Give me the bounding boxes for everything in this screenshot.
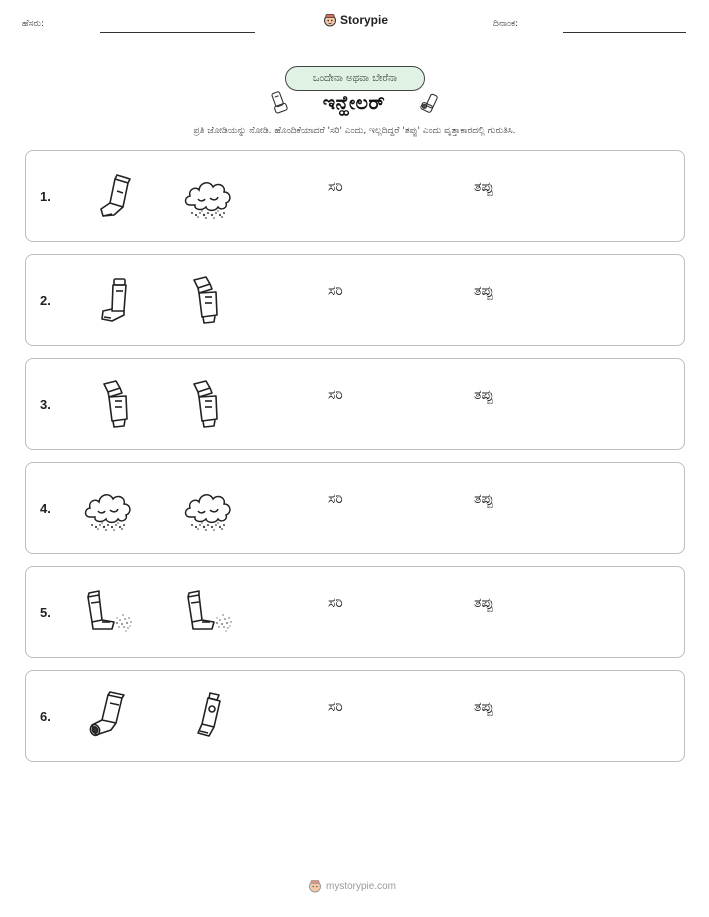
inhaler-round-mouth-icon — [84, 689, 140, 745]
storypie-mascot-icon — [308, 879, 322, 893]
option-wrong[interactable]: ತಪ್ಪು — [474, 595, 494, 611]
smoke-cloud-icon — [180, 169, 236, 225]
date-line — [563, 32, 686, 33]
question-row-2 — [25, 254, 685, 346]
option-correct[interactable]: ಸರಿ — [328, 491, 343, 507]
worksheet-title: ಇನ್ಹೇಲರ್ — [322, 92, 386, 114]
option-wrong[interactable]: ತಪ್ಪು — [474, 699, 494, 715]
option-wrong[interactable]: ತಪ್ಪು — [474, 491, 494, 507]
worksheet-header — [0, 0, 709, 40]
inhaler-upright-icon — [90, 273, 146, 329]
smoke-cloud-icon — [80, 481, 136, 537]
inhaler-angled-icon — [180, 377, 236, 433]
name-label: ಹೆಸರು: — [22, 19, 45, 29]
question-number: 5. — [40, 605, 51, 620]
option-correct[interactable]: ಸರಿ — [328, 699, 343, 715]
footer-url[interactable]: mystorypie.com — [326, 880, 397, 892]
question-row-4 — [25, 462, 685, 554]
option-wrong[interactable]: ತಪ್ಪು — [474, 179, 494, 195]
option-correct[interactable]: ಸರಿ — [328, 179, 343, 195]
question-number: 6. — [40, 709, 51, 724]
brand-name: Storypie — [340, 13, 389, 27]
instructions-text: ಪ್ರತಿ ಜೋಡಿಯನ್ನು ನೋಡಿ. ಹೊಂದಿಕೆಯಾದರೆ 'ಸರಿ' ಎಂದು, ಇಲ್ಲದಿದ್ದರೆ 'ತಪ್ಪು' ಎಂದು ವೃತ್ತಾಕಾರದಲ್ಲಿ ಗುರುತಿಸಿ. — [193, 126, 516, 136]
question-row-1 — [25, 150, 685, 242]
inhaler-spray-icon — [80, 585, 136, 641]
storypie-mascot-icon — [323, 13, 337, 27]
smoke-cloud-icon — [180, 481, 236, 537]
question-number: 2. — [40, 293, 51, 308]
question-row-3 — [25, 358, 685, 450]
inhaler-angled-icon — [90, 377, 146, 433]
activity-badge — [285, 66, 425, 91]
option-correct[interactable]: ಸರಿ — [328, 595, 343, 611]
name-line — [100, 32, 255, 33]
option-correct[interactable]: ಸರಿ — [328, 387, 343, 403]
inhaler-tilted-icon — [90, 169, 146, 225]
question-number: 4. — [40, 501, 51, 516]
option-wrong[interactable]: ತಪ್ಪು — [474, 387, 494, 403]
option-wrong[interactable]: ತಪ್ಪು — [474, 283, 494, 299]
question-row-6 — [25, 670, 685, 762]
question-number: 3. — [40, 397, 51, 412]
brand-logo — [323, 13, 388, 27]
inhaler-spray-icon — [180, 585, 236, 641]
option-correct[interactable]: ಸರಿ — [328, 283, 343, 299]
inhaler-angled-icon — [180, 273, 236, 329]
activity-badge-text: ಒಂದೇನಾ ಅಥವಾ ಬೇರೆನಾ — [312, 73, 398, 84]
question-number: 1. — [40, 189, 51, 204]
question-row-5 — [25, 566, 685, 658]
inhaler-decoration-right-icon — [418, 92, 442, 116]
date-label: ದಿನಾಂಕ: — [493, 19, 519, 29]
footer — [308, 879, 396, 893]
inhaler-plain-icon — [182, 689, 238, 745]
